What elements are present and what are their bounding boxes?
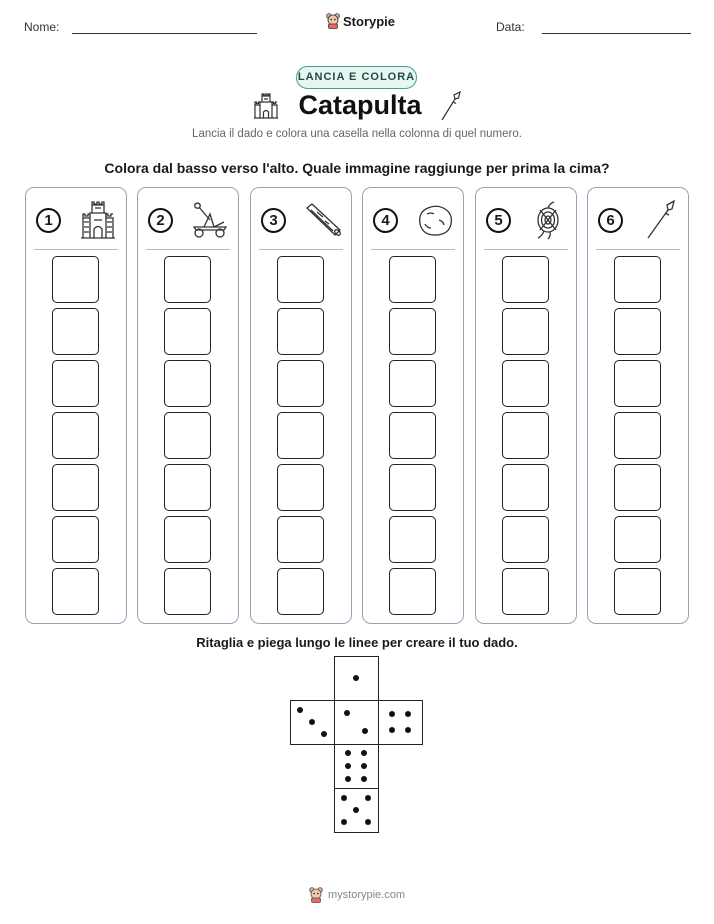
dice-face-4 — [378, 700, 423, 745]
column-number: 5 — [486, 208, 511, 233]
color-box[interactable] — [502, 516, 549, 563]
color-box[interactable] — [614, 516, 661, 563]
dice-pip — [344, 710, 350, 716]
color-box[interactable] — [502, 412, 549, 459]
dice-pip — [405, 727, 411, 733]
color-box[interactable] — [277, 568, 324, 615]
dice-pip — [309, 719, 315, 725]
dice-pip — [365, 819, 371, 825]
column-number: 4 — [373, 208, 398, 233]
color-box[interactable] — [502, 256, 549, 303]
column-3 — [250, 187, 352, 624]
brand-logo — [326, 13, 395, 29]
color-box[interactable] — [52, 568, 99, 615]
color-box[interactable] — [389, 256, 436, 303]
column-number: 2 — [148, 208, 173, 233]
activity-badge: LANCIA E COLORA — [296, 66, 417, 89]
column-number: 3 — [261, 208, 286, 233]
color-box[interactable] — [164, 256, 211, 303]
color-box[interactable] — [614, 568, 661, 615]
name-label: Nome: — [24, 20, 60, 34]
color-box[interactable] — [614, 464, 661, 511]
dice-pip — [353, 807, 359, 813]
date-line — [542, 33, 691, 34]
color-box[interactable] — [277, 464, 324, 511]
footer — [0, 887, 714, 903]
dice-pip — [361, 776, 367, 782]
color-box[interactable] — [502, 360, 549, 407]
color-box[interactable] — [614, 256, 661, 303]
color-box[interactable] — [502, 464, 549, 511]
date-label: Data: — [496, 20, 525, 34]
subtitle: Lancia il dado e colora una casella nella colonna di quel numero. — [192, 128, 522, 140]
dice-pip — [362, 728, 368, 734]
color-box[interactable] — [164, 308, 211, 355]
color-box[interactable] — [277, 516, 324, 563]
dice-pip — [341, 795, 347, 801]
dice-pip — [341, 819, 347, 825]
castle-icon — [78, 200, 118, 240]
storypie-mascot-icon — [326, 13, 340, 29]
instruction-question: Colora dal basso verso l'alto. Quale immagine raggiunge per prima la cima? — [104, 160, 610, 176]
color-box[interactable] — [52, 308, 99, 355]
column-2 — [137, 187, 239, 624]
color-box[interactable] — [614, 308, 661, 355]
footer-url: mystorypie.com — [327, 889, 406, 901]
dice-pip — [361, 750, 367, 756]
storypie-mascot-icon — [309, 887, 323, 903]
dice-pip — [361, 763, 367, 769]
column-1 — [25, 187, 127, 624]
color-box[interactable] — [389, 412, 436, 459]
dice-pip — [321, 731, 327, 737]
dice-pip — [389, 711, 395, 717]
color-box[interactable] — [164, 516, 211, 563]
brand-name: Storypie — [343, 13, 396, 29]
color-box[interactable] — [52, 412, 99, 459]
spear-icon — [440, 91, 462, 121]
color-box[interactable] — [502, 568, 549, 615]
color-box[interactable] — [164, 412, 211, 459]
column-number: 1 — [36, 208, 61, 233]
column-4 — [362, 187, 464, 624]
dice-pip — [365, 795, 371, 801]
spear-icon — [640, 200, 680, 240]
stone-icon — [415, 200, 455, 240]
column-5 — [475, 187, 577, 624]
dice-pip — [345, 750, 351, 756]
column-6 — [587, 187, 689, 624]
dice-pip — [405, 711, 411, 717]
color-box[interactable] — [277, 256, 324, 303]
color-box[interactable] — [614, 412, 661, 459]
wooden-beam-icon — [303, 200, 343, 240]
color-box[interactable] — [389, 568, 436, 615]
dice-face-1 — [334, 656, 379, 701]
color-box[interactable] — [164, 360, 211, 407]
color-box[interactable] — [389, 464, 436, 511]
color-box[interactable] — [52, 360, 99, 407]
dice-pip — [345, 776, 351, 782]
color-box[interactable] — [52, 516, 99, 563]
color-box[interactable] — [52, 464, 99, 511]
color-box[interactable] — [277, 412, 324, 459]
name-line — [72, 33, 257, 34]
castle-icon — [252, 93, 280, 119]
dice-pip — [297, 707, 303, 713]
color-box[interactable] — [277, 360, 324, 407]
rope-icon — [528, 200, 568, 240]
color-box[interactable] — [389, 516, 436, 563]
color-box[interactable] — [614, 360, 661, 407]
dice-pip — [389, 727, 395, 733]
page-title: Catapulta — [298, 90, 422, 120]
color-box[interactable] — [502, 308, 549, 355]
color-box[interactable] — [389, 308, 436, 355]
catapult-icon — [190, 200, 230, 240]
dice-pip — [353, 675, 359, 681]
dice-face-2 — [334, 700, 379, 745]
dice-face-5 — [334, 788, 379, 833]
color-box[interactable] — [164, 568, 211, 615]
color-box[interactable] — [389, 360, 436, 407]
color-box[interactable] — [52, 256, 99, 303]
cut-instruction: Ritaglia e piega lungo le linee per creare il tuo dado. — [196, 635, 518, 650]
column-number: 6 — [598, 208, 623, 233]
color-box[interactable] — [164, 464, 211, 511]
title-row — [0, 90, 714, 121]
color-box[interactable] — [277, 308, 324, 355]
dice-pip — [345, 763, 351, 769]
dice-face-3 — [290, 700, 335, 745]
dice-face-6 — [334, 744, 379, 789]
